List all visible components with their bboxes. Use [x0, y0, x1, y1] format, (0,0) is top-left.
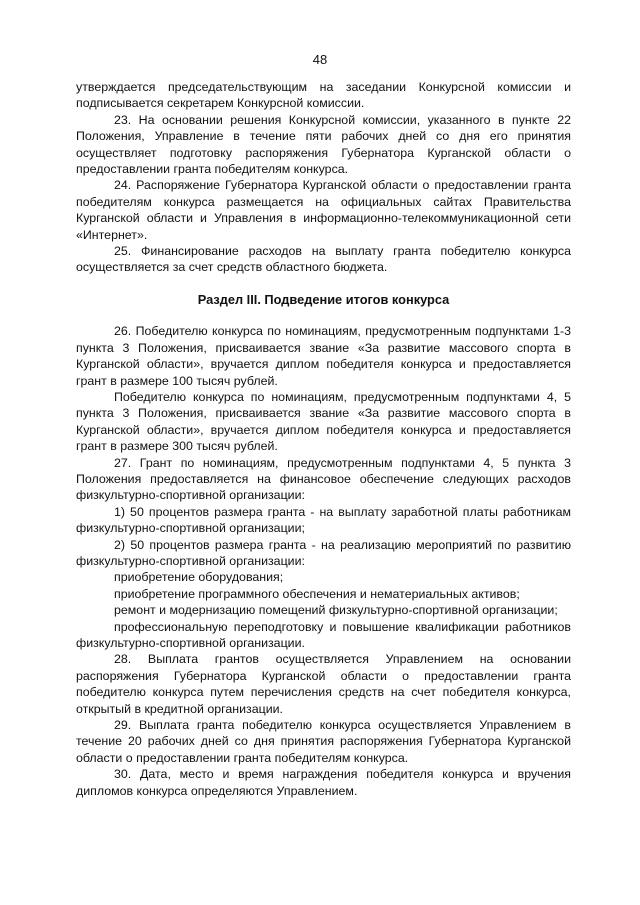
document-body [76, 79, 571, 799]
paragraph-27: 27. Грант по номинациям, предусмотренным подпунктами 4, 5 пункта 3 Положения предоставляется на финансовое обеспечение следующих расходов физкультурно-спортивной организации: [76, 455, 571, 503]
paragraph-26-continued: Победителю конкурса по номинациям, предусмотренным подпунктами 4, 5 пункта 3 Положения, присваивается звание «За развитие массового спорта в Курганской области», вручается диплом победителя конкурса и предоставляется грант в размере 300 тысяч рублей. [76, 389, 571, 454]
list-item-1: 1) 50 процентов размера гранта - на выплату заработной платы работникам физкультурно-спортивной организации; [76, 504, 571, 536]
sub-item-software: приобретение программного обеспечения и нематериальных активов; [114, 586, 520, 601]
list-item-2: 2) 50 процентов размера гранта - на реализацию мероприятий по развитию физкультурно-спортивной организации: [76, 537, 571, 568]
paragraph-26: 26. Победителю конкурса по номинациям, предусмотренным подпунктами 1-3 пункта 3 Положения, присваивается звание «За развитие массового спорта в Курганской области», вручается диплом победителя конкурса и предоставляется грант в размере 100 тысяч рублей. [76, 324, 571, 388]
paragraph-30: 30. Дата, место и время награждения победителя конкурса и вручения дипломов конкурса определяются Управлением. [76, 767, 571, 798]
page-number: 48 [312, 52, 328, 67]
paragraph-continuation: утверждается председательствующим на заседании Конкурсной комиссии и подписывается секретарем Конкурсной комиссии. [76, 80, 571, 111]
sub-item-training: профессиональную переподготовку и повышение квалификации работников физкультурно-спортивной организации. [76, 619, 571, 650]
sub-item-equipment: приобретение оборудования; [114, 570, 284, 585]
paragraph-29: 29. Выплата гранта победителю конкурса осуществляется Управлением в течение 20 рабочих дней со дня принятия распоряжения Губернатора Курганской области о предоставлении гранта победителям конкурса. [76, 718, 571, 765]
section-heading: Раздел III. Подведение итогов конкурса [197, 291, 450, 307]
paragraph-25: 25. Финансирование расходов на выплату гранта победителю конкурса осуществляется за счет средств областного бюджета. [76, 244, 571, 275]
paragraph-28: 28. Выплата грантов осуществляется Управлением на основании распоряжения Губернатора Курганской области о предоставлении гранта победителю конкурса путем перечисления средств на счет победителя конкурса, открытый в кредитной организации. [76, 652, 571, 716]
sub-item-repair: ремонт и модернизацию помещений физкультурно-спортивной организации; [114, 603, 558, 618]
paragraph-24: 24. Распоряжение Губернатора Курганской области о предоставлении гранта победителям конкурса размещается на официальных сайтах Правительства Курганской области и Управления в информационно-телекоммуникационной сети «Интернет». [76, 178, 571, 242]
paragraph-23: 23. На основании решения Конкурсной комиссии, указанного в пункте 22 Положения, Управление в течение пяти рабочих дней со дня его принятия осуществляет подготовку распоряжения Губернатора Курганской области о предоставлении гранта победителям конкурса. [76, 112, 571, 177]
